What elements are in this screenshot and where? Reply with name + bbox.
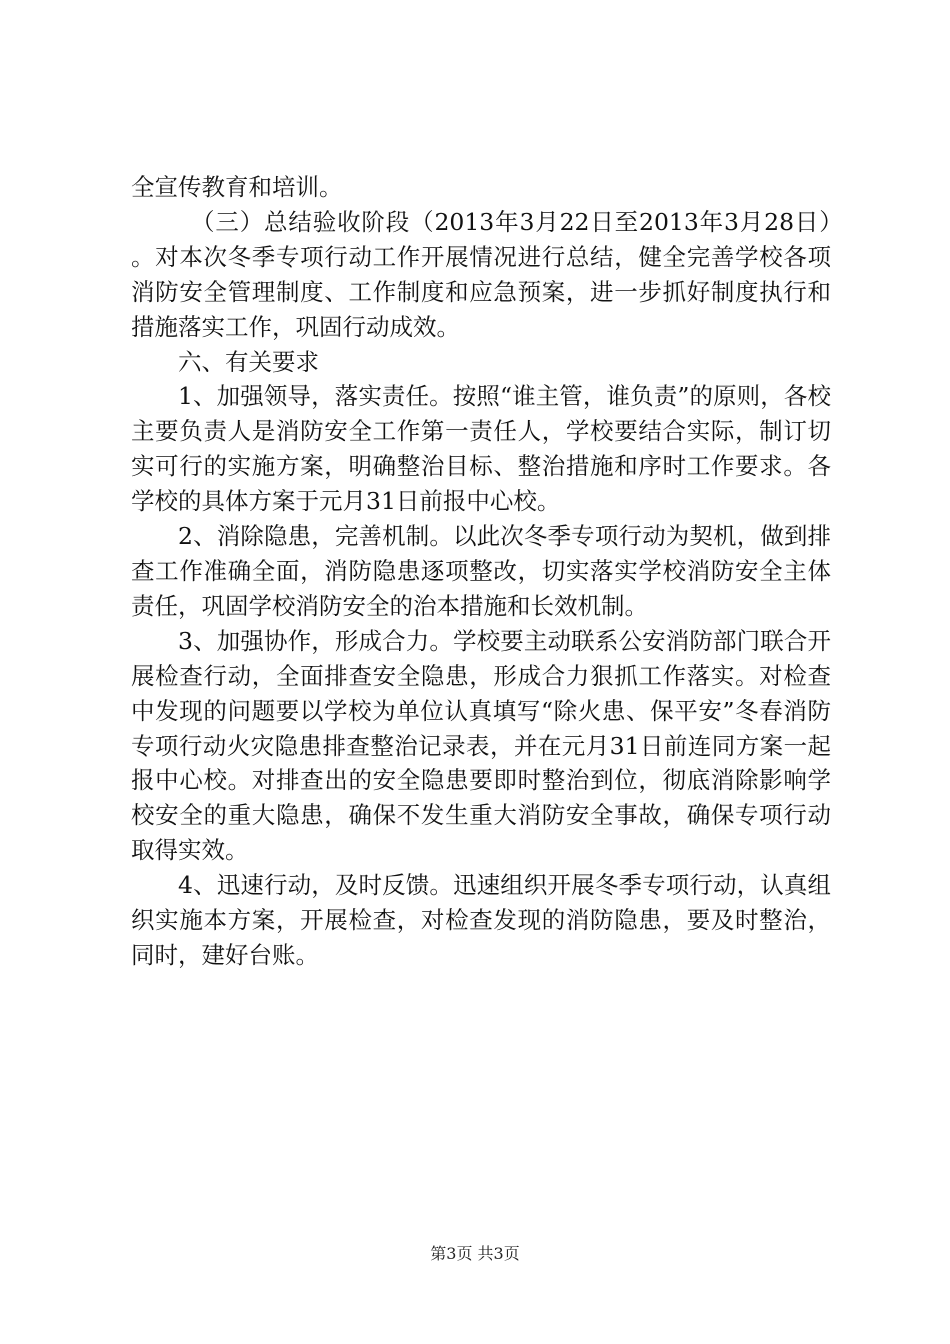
document-body (131, 170, 831, 973)
paragraph-requirement-2: 2、消除隐患，完善机制。以此次冬季专项行动为契机，做到排查工作准确全面，消防隐患逐项整改，切实落实学校消防安全主体责任，巩固学校消防安全的治本措施和长效机制。 (131, 522, 831, 620)
section-heading-requirements: 六、有关要求 (178, 347, 319, 376)
page-number-label: 第3页 共3页 (430, 1244, 520, 1263)
paragraph-requirement-3: 3、加强协作，形成合力。学校要主动联系公安消防部门联合开展检查行动，全面排查安全隐患，形成合力狠抓工作落实。对检查中发现的问题要以学校为单位认真填写“除火患、保平安”冬春消防专项行动火灾隐患排查整治记录表，并在元月31日前连同方案一起报中心校。对排查出的安全隐患要即时整治到位，彻底消除影响学校安全的重大隐患，确保不发生重大消防安全事故，确保专项行动取得实效。 (131, 626, 831, 865)
paragraph-continuation: 全宣传教育和培训。 (131, 173, 343, 201)
paragraph-summary-stage: （三）总结验收阶段（2013年3月22日至2013年3月28日）。对本次冬季专项行动工作开展情况进行总结，健全完善学校各项消防安全管理制度、工作制度和应急预案，进一步抓好制度执行和措施落实工作，巩固行动成效。 (131, 207, 831, 341)
paragraph-requirement-4: 4、迅速行动，及时反馈。迅速组织开展冬季专项行动，认真组织实施本方案，开展检查，对检查发现的消防隐患，要及时整治，同时，建好台账。 (131, 871, 831, 969)
paragraph-requirement-1: 1、加强领导，落实责任。按照“谁主管，谁负责”的原则，各校主要负责人是消防安全工作第一责任人，学校要结合实际，制订切实可行的实施方案，明确整治目标、整治措施和序时工作要求。各学校的具体方案于元月31日前报中心校。 (131, 382, 831, 516)
page-footer (0, 1244, 950, 1264)
